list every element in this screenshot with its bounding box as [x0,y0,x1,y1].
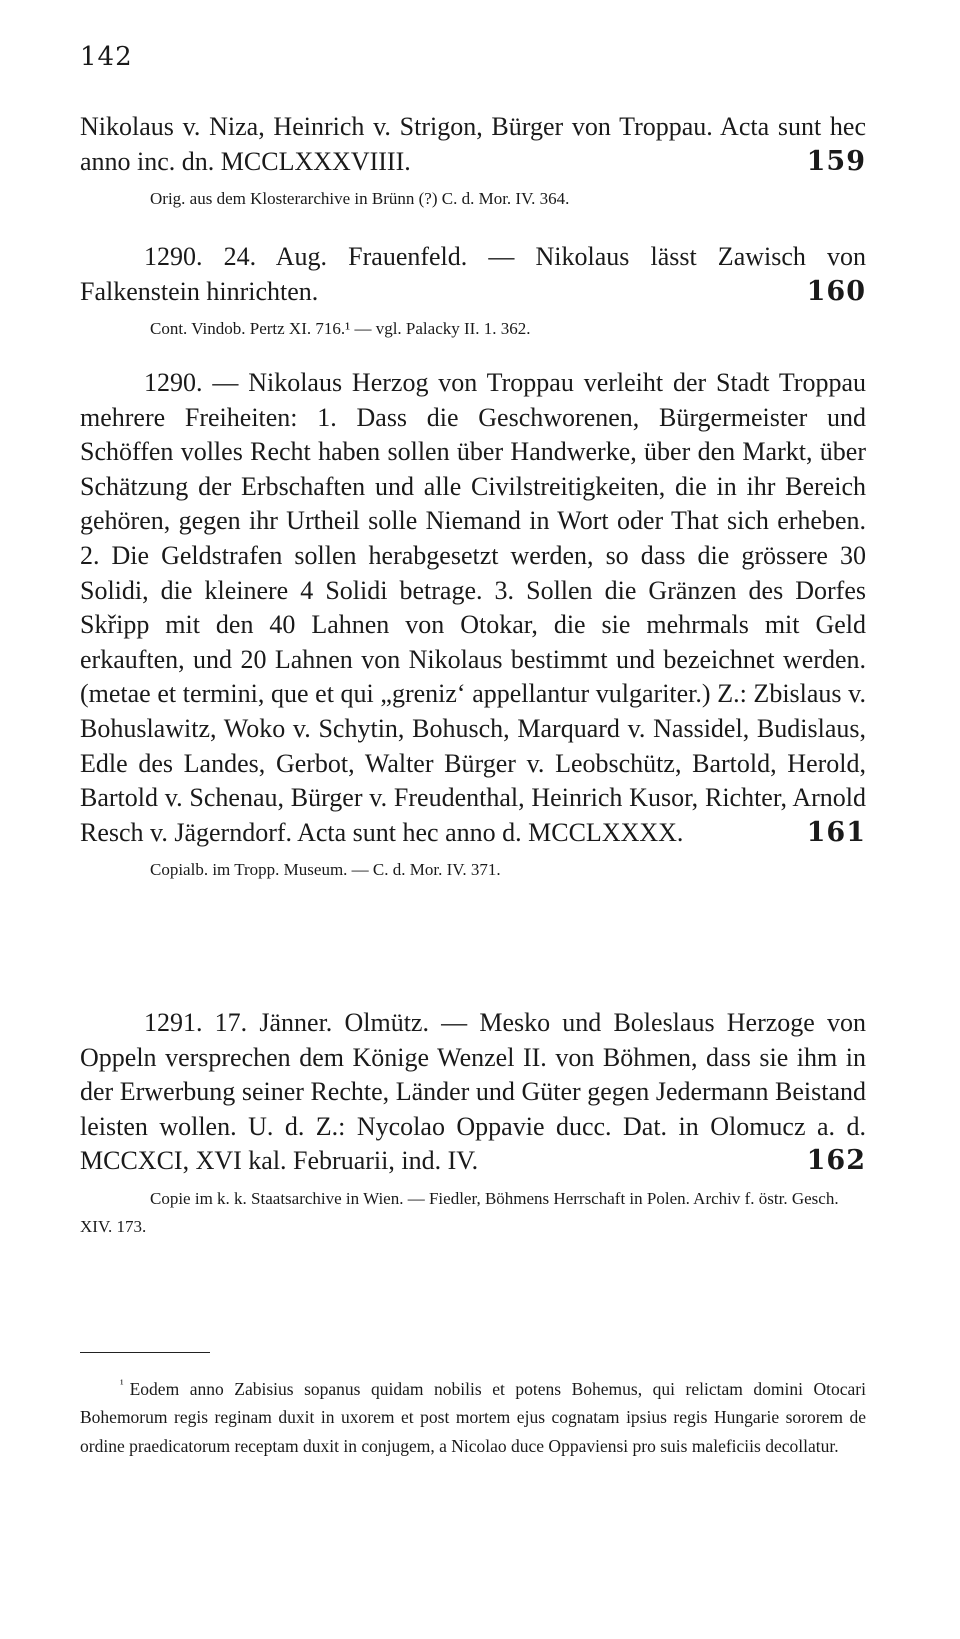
entry-text [80,240,866,309]
entry-number: 162 [806,1145,866,1177]
entry-text [80,1006,866,1179]
footnote-marker: ¹ [120,1377,124,1391]
entry-number: 160 [806,275,866,307]
footnote-text: Eodem anno Zabisius sopanus quidam nobilis et potens Bohemus, qui relictam domini Otocari Bohemorum regis reginam duxit in uxorem et post mortem ejus cognatam ipsius regis Hungarie sororem de ordine praedicatorum receptam duxit in conjugem, a Nicolao duce Oppaviensi pro suis maleficiis decollatur. [80,1378,866,1456]
entry-text [80,366,866,850]
page-number: 142 [80,42,133,72]
footnote [80,1370,866,1460]
entry-source: Cont. Vindob. Pertz XI. 716.¹ — vgl. Palacky II. 1. 362. [150,319,531,339]
entry-body: Nikolaus v. Niza, Heinrich v. Strigon, Bürger von Troppau. Acta sunt hec anno inc. dn. MCCLXXXVIIII. [80,112,866,176]
entry-text [80,110,866,179]
footnote-divider [80,1352,210,1353]
entry-161 [80,366,866,884]
entry-body: 1290. 24. Aug. Frauenfeld. — Nikolaus lässt Zawisch von Falkenstein hinrichten. [80,242,866,306]
entry-body: 1290. — Nikolaus Herzog von Troppau verleiht der Stadt Troppau mehrere Freiheiten: 1. Dass die Geschworenen, Bürgermeister und Schöffen volles Recht haben sollen über Handwerke, über den Markt, über Schätzung der Erbschaften und alle Civilstreitigkeiten, die in ihr Bereich gehören, gegen ihr Urtheil solle Niemand in Wort oder That sich erheben. 2. Die Geldstrafen sollen herabgesetzt werden, so dass die grössere 30 Solidi, die kleinere 4 Solidi betrage. 3. Sollen die Gränzen des Dorfes Skřipp mit den 40 Lahnen von Otokar, die sie mehrmals mit Geld erkauften, und 20 Lahnen von Nikolaus bestimmt und bezeichnet werden. (metae et termini, que et qui „greniz‘ appellantur vulgariter.) Z.: Zbislaus v. Bohuslawitz, Woko v. Schytin, Bohusch, Marquard v. Nassidel, Budislaus, Edle des Landes, Gerbot, Walter Bürger v. Leobschütz, Bartold, Herold, Bartold v. Schenau, Bürger v. Freudenthal, Heinrich Kusor, Richter, Arnold Resch v. Jägerndorf. Acta sunt hec anno d. MCCLXXXX. [80,368,866,847]
entry-body: 1291. 17. Jänner. Olmütz. — Mesko und Boleslaus Herzoge von Oppeln versprechen dem Könige Wenzel II. von Böhmen, dass sie ihm in der Erwerbung seiner Rechte, Länder und Güter gegen Jedermann Beistand leisten wollen. U. d. Z.: Nycolao Oppavie ducc. Dat. in Olomucz a. d. MCCXCI, XVI kal. Februarii, ind. IV. [80,1008,866,1176]
entry-160 [80,240,866,343]
entry-number: 159 [806,145,866,177]
entry-source: Copialb. im Tropp. Museum. — C. d. Mor. IV. 371. [150,860,501,880]
entry-source: Orig. aus dem Klosterarchive in Brünn (?) C. d. Mor. IV. 364. [150,189,570,209]
entry-number: 161 [806,816,866,848]
entry-162 [80,1006,866,1241]
entry-159 [80,110,866,213]
entry-source: Copie im k. k. Staatsarchive in Wien. — Fiedler, Böhmens Herrschaft in Polen. Archiv f. östr. Gesch. XIV. 173. [80,1188,839,1236]
